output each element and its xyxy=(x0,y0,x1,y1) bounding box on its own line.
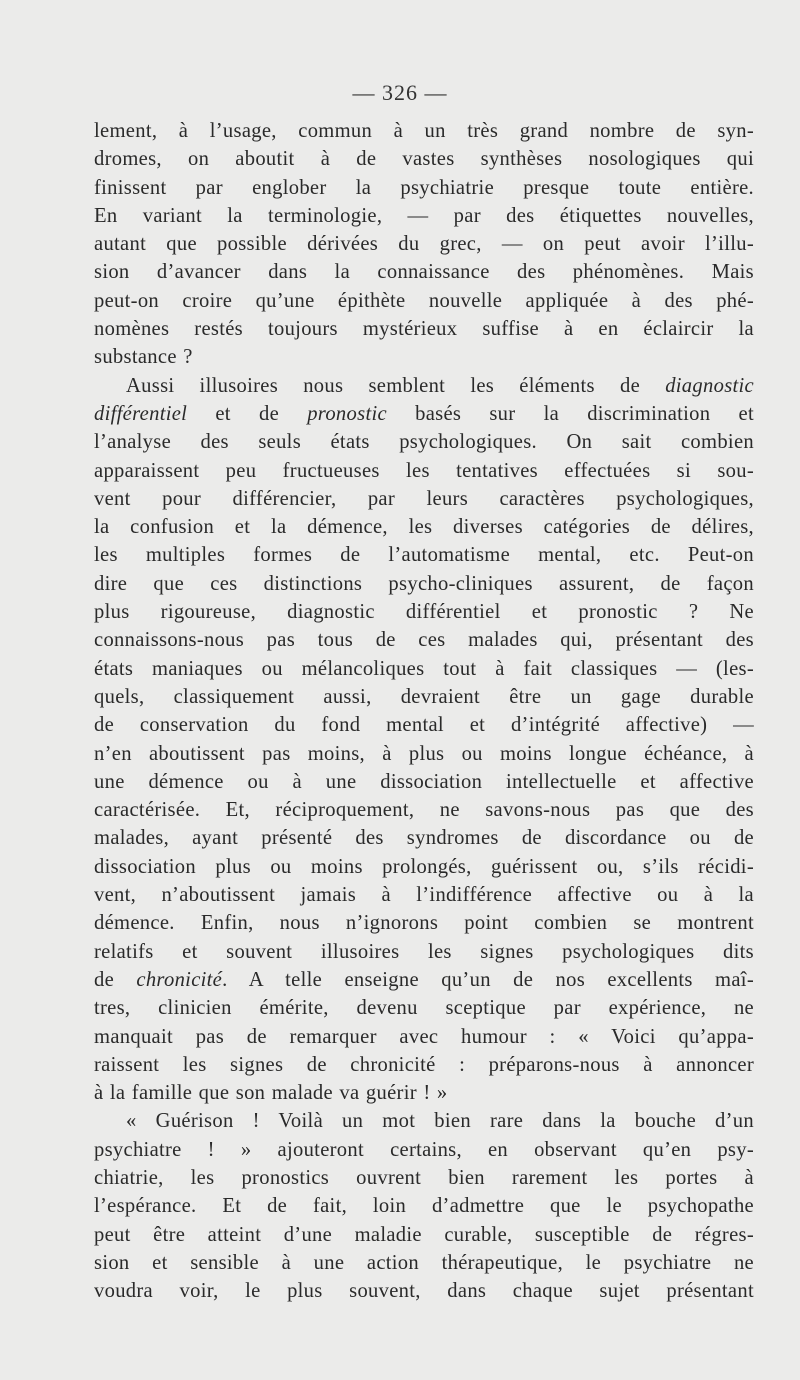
text-line: vent, n’aboutissent jamais à l’indifférence affective ou à la xyxy=(94,884,754,907)
text-run: basés sur la discrimination et xyxy=(386,402,754,425)
italic-term: diagnostic xyxy=(665,374,754,397)
page-number: — 326 — xyxy=(352,80,448,105)
text-line: à la famille que son malade va guérir ! » xyxy=(94,1082,448,1105)
text-line: relatifs et souvent illusoires les signes psychologiques dits xyxy=(94,940,754,963)
text-line: n’en aboutissent pas moins, à plus ou moins longue échéance, à xyxy=(94,742,754,765)
text-line: raissent les signes de chronicité : préparons-nous à annoncer xyxy=(94,1053,754,1076)
body-text xyxy=(94,117,754,1305)
paragraph xyxy=(94,117,754,372)
text-line: connaissons-nous pas tous de ces malades qui, présentant des xyxy=(94,629,754,652)
text-run: et de xyxy=(187,402,308,425)
text-line: de conservation du fond mental et d’intégrité affective) — xyxy=(94,714,754,737)
text-line: substance ? xyxy=(94,346,193,369)
text-line: sion et sensible à une action thérapeutique, le psychiatre ne xyxy=(94,1251,754,1274)
text-line: la confusion et la démence, les diverses catégories de délires, xyxy=(94,516,754,539)
italic-term: différentiel xyxy=(94,402,188,425)
text-line: démence. Enfin, nous n’ignorons point combien se montrent xyxy=(94,912,754,935)
text-line xyxy=(94,372,754,400)
text-line: quels, classiquement aussi, devraient être un gage durable xyxy=(94,685,754,708)
text-line: peut-on croire qu’une épithète nouvelle appliquée à des phé- xyxy=(94,289,754,312)
text-run: de xyxy=(94,968,137,991)
text-line: dissociation plus ou moins prolongés, guérissent ou, s’ils récidi- xyxy=(94,855,754,878)
text-line: voudra voir, le plus souvent, dans chaque sujet présentant xyxy=(94,1280,754,1303)
text-line: chiatrie, les pronostics ouvrent bien rarement les portes à xyxy=(94,1166,754,1189)
text-line: autant que possible dérivées du grec, — on peut avoir l’illu- xyxy=(94,233,754,256)
text-line xyxy=(94,966,754,994)
text-line: tres, clinicien émérite, devenu sceptique par expérience, ne xyxy=(94,997,754,1020)
text-run: . A telle enseigne qu’un de nos excellents maî- xyxy=(222,968,754,991)
text-line: vent pour différencier, par leurs caractères psychologiques, xyxy=(94,487,754,510)
text-line: peut être atteint d’une maladie curable, susceptible de régres- xyxy=(94,1223,754,1246)
italic-term: pronostic xyxy=(307,402,387,425)
text-line: malades, ayant présenté des syndromes de discordance ou de xyxy=(94,827,754,850)
italic-term: chronicité xyxy=(136,968,223,991)
text-line: l’espérance. Et de fait, loin d’admettre que le psychopathe xyxy=(94,1195,754,1218)
text-line: dire que ces distinctions psycho-cliniques assurent, de façon xyxy=(94,572,754,595)
text-line: l’analyse des seuls états psychologiques. On sait combien xyxy=(94,431,754,454)
text-line: finissent par englober la psychiatrie presque toute entière. xyxy=(94,176,754,199)
paragraph xyxy=(94,372,754,1108)
text-line: états maniaques ou mélancoliques tout à fait classiques — (les- xyxy=(94,657,754,680)
text-run: Aussi illusoires nous semblent les éléments de xyxy=(126,374,666,397)
text-line: plus rigoureuse, diagnostic différentiel et pronostic ? Ne xyxy=(94,601,754,624)
text-line: dromes, on aboutit à de vastes synthèses nosologiques qui xyxy=(94,148,754,171)
text-line: nomènes restés toujours mystérieux suffise à en éclaircir la xyxy=(94,318,754,341)
text-line: psychiatre ! » ajouteront certains, en observant qu’en psy- xyxy=(94,1138,754,1161)
text-line: les multiples formes de l’automatisme mental, etc. Peut-on xyxy=(94,544,754,567)
text-line: une démence ou à une dissociation intellectuelle et affective xyxy=(94,770,754,793)
text-line: lement, à l’usage, commun à un très grand nombre de syn- xyxy=(94,120,754,142)
text-line xyxy=(94,400,754,428)
text-line: sion d’avancer dans la connaissance des phénomènes. Mais xyxy=(94,261,754,284)
paragraph xyxy=(94,1107,754,1305)
text-line: « Guérison ! Voilà un mot bien rare dans la bouche d’un xyxy=(126,1110,754,1133)
text-line: caractérisée. Et, réciproquement, ne savons-nous pas que des xyxy=(94,799,754,822)
text-line: apparaissent peu fructueuses les tentatives effectuées si sou- xyxy=(94,459,754,482)
text-line: En variant la terminologie, — par des étiquettes nouvelles, xyxy=(94,204,754,227)
text-line: manquait pas de remarquer avec humour : « Voici qu’appa- xyxy=(94,1025,754,1048)
